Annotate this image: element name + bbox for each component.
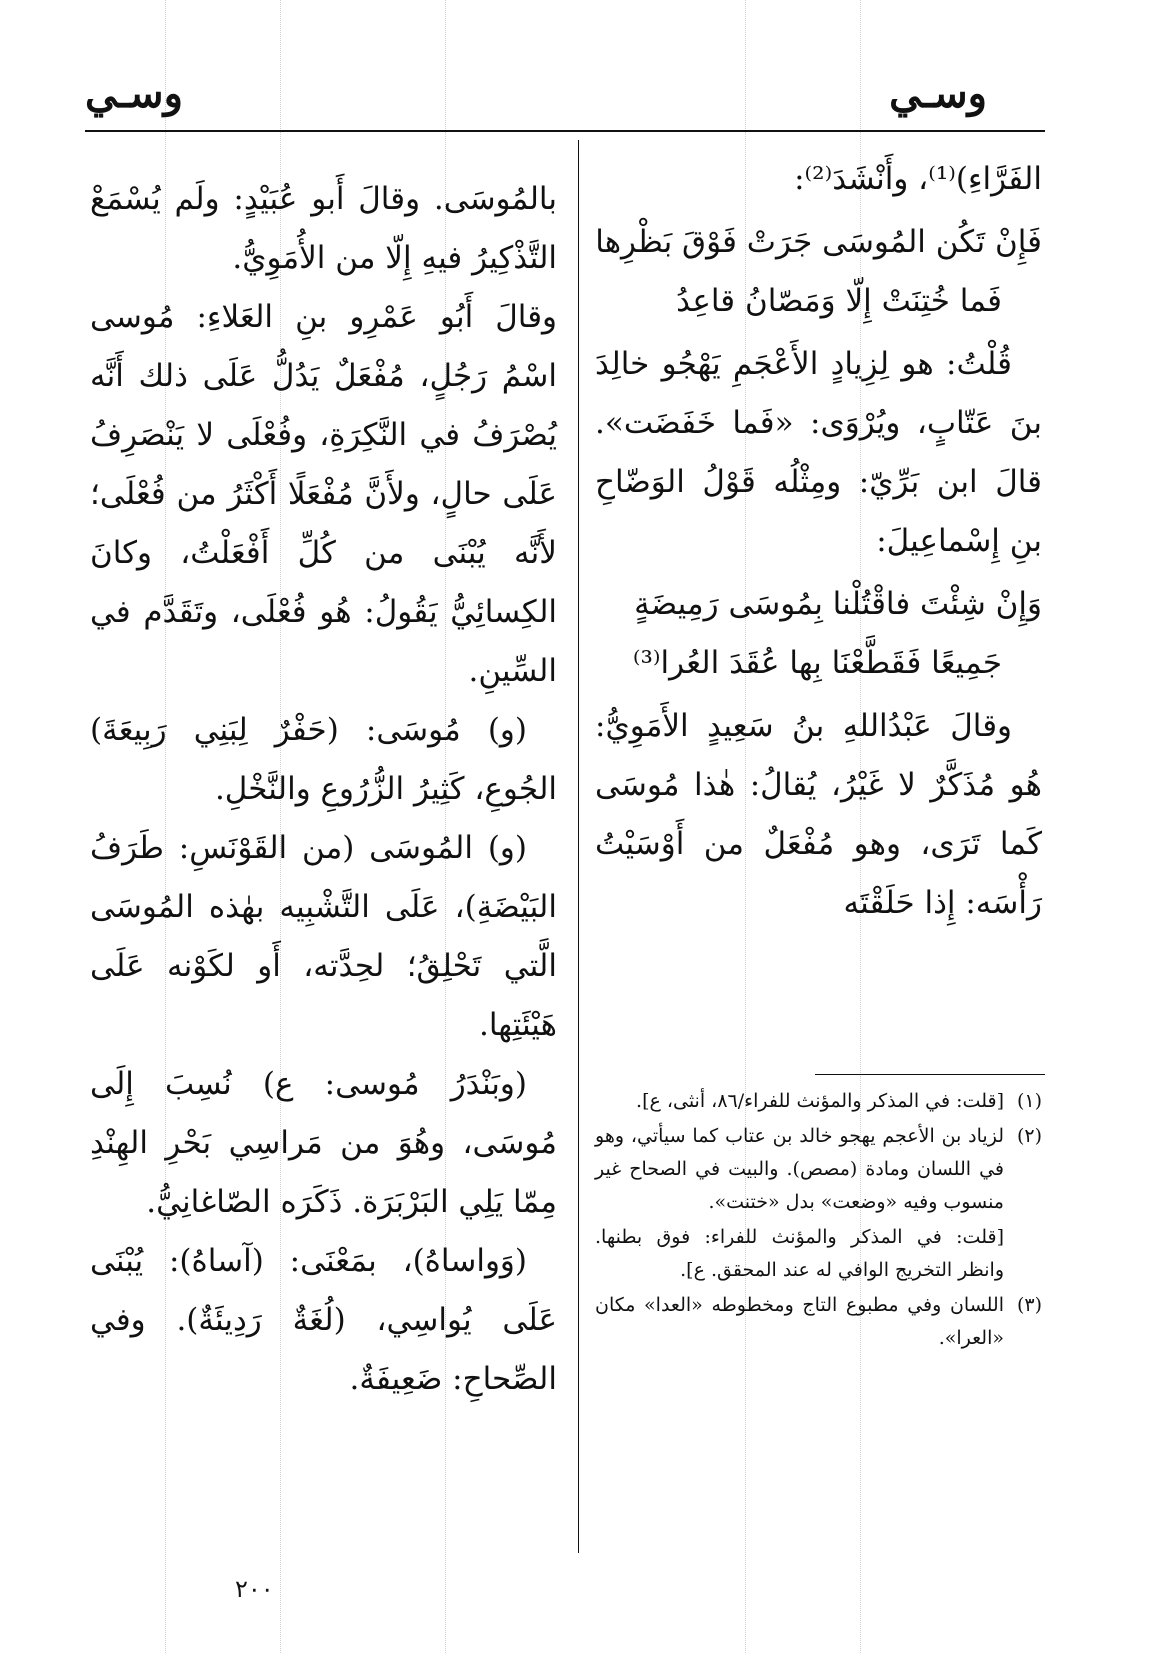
footnote-number: (١) [1016,1090,1042,1112]
right-paragraph-2: قُلْتُ: هو لِزِيادٍ الأَعْجَمِ يَهْجُو خالِدَ بنَ عَتّابٍ، ويُرْوَى: «فَما خَفَضَت». قالَ ابن بَرِّيّ: ومِثْلُه قَوْلُ الوَضّاحِ بنِ إِسْماعِيلَ: [595,346,1042,559]
footnote-rule [815,1074,1045,1075]
verse-2-line-2: جَمِيعًا فَقَطَّعْنَا بِها عُقَدَ العُرا⁽³⁾ [632,645,1002,681]
verse-1-line-1: فَإِنْ تَكُن المُوسَى جَرَتْ فَوْقَ بَظْرِها [595,224,1042,260]
verse-2-line-1: وَإِنْ شِئْتَ فاقْتُلْنا بِمُوسَى رَمِيضَةٍ [634,586,1042,622]
footnote-number: (٣) [1016,1294,1042,1316]
left-paragraph: بالمُوسَى. وقالَ أَبو عُبَيْدٍ: ولَم يُسْمَعْ التَّذْكِيرُ فيهِ إِلّا من الأُمَوِيُّ. [90,181,557,276]
footnote-continuation [595,1221,1042,1287]
header-left-word: وسـي [85,70,183,117]
header-rule [85,130,1045,132]
verse-1 [595,213,1042,331]
left-paragraph: (وبَنْدَرُ مُوسى: ع) نُسِبَ إِلَى مُوسَى، وهُوَ من مَراسِي بَحْرِ الهِنْدِ مِمّا يَلِي البَرْبَرَة. ذَكَرَه الصّاغانِيُّ. [90,1066,557,1220]
footnote [595,1085,1042,1118]
verse-2 [595,575,1042,693]
left-paragraph: (وَواساهُ)، بمَعْنَى: (آساهُ): يُبْنَى عَلَى يُواسِي، (لُغَةٌ رَدِيئَةٌ). وفي الصِّحاحِ: ضَعِيفَةٌ. [90,1243,557,1397]
footnote [595,1120,1042,1219]
verse-1-line-2: فَما خُتِنَتْ إِلّا وَمَصّانُ قاعِدُ [676,283,1002,319]
footnote [595,1289,1042,1355]
left-paragraph: وقالَ أَبُو عَمْرِو بنِ العَلاءِ: مُوسى اسْمُ رَجُلٍ، مُفْعَلٌ يَدُلُّ عَلَى ذلك أَنَّه يُصْرَفُ في النَّكِرَةِ، وفُعْلَى لا يَنْصَرِفُ عَلَى حالٍ، ولأَنَّ مُفْعَلًا أَكْثَرُ من فُعْلَى؛ لأَنَّه يُبْنَى من كُلِّ أَفْعَلْتُ، وكانَ الكِسائِيُّ يَقُولُ: هُو فُعْلَى، وتَقَدَّم في السِّينِ. [90,299,557,689]
column-divider [578,140,579,1553]
page-number: ٢٠٠ [235,1575,274,1603]
footnotes [595,1085,1042,1357]
header-right-word: وسـي [889,70,987,117]
right-column [595,150,1042,933]
footnote-number: (٢) [1016,1125,1042,1147]
footnote-text: [قلت: في المذكر والمؤنث للفراء/٨٦، أنثى، ع]. [636,1090,1004,1112]
right-paragraph-3: وقالَ عَبْدُاللهِ بنُ سَعِيدٍ الأَمَوِيُّ: هُو مُذَكَّرٌ لا غَيْرُ، يُقالُ: هٰذا مُوسَى كَما تَرَى، وهو مُفْعَلٌ من أَوْسَيْتُ رَأْسَه: إِذا حَلَقْتَه [595,708,1042,921]
left-paragraph: (و) المُوسَى (من القَوْنَسِ: طَرَفُ البَيْضَةِ)، عَلَى التَّشْبِيه بهٰذه المُوسَى الَّتي تَحْلِقُ؛ لحِدَّته، أَو لكَوْنه عَلَى هَيْئَتِها. [90,830,557,1043]
left-column [90,170,557,1409]
footnote-text: اللسان وفي مطبوع التاج ومخطوطه «العدا» مكان «العرا». [595,1294,1004,1349]
right-paragraph-1: الفَرَّاءِ)⁽¹⁾، وأَنْشَدَ⁽²⁾: [794,161,1042,197]
footnote-text: لزياد بن الأعجم يهجو خالد بن عتاب كما سيأتي، وهو في اللسان ومادة (مصص). والبيت في الصحاح غير منسوب وفيه «وضعت» بدل «ختنت». [595,1125,1004,1213]
footnote-text: [قلت: في المذكر والمؤنث للفراء: فوق بطنها. وانظر التخريج الوافي له عند المحقق. ع]. [595,1226,1004,1281]
left-paragraph: (و) مُوسَى: (حَفْرٌ لِبَنِي رَبِيعَةَ) الجُوعِ، كَثِيرُ الزُّرُوعِ والنَّخْلِ. [90,712,557,807]
